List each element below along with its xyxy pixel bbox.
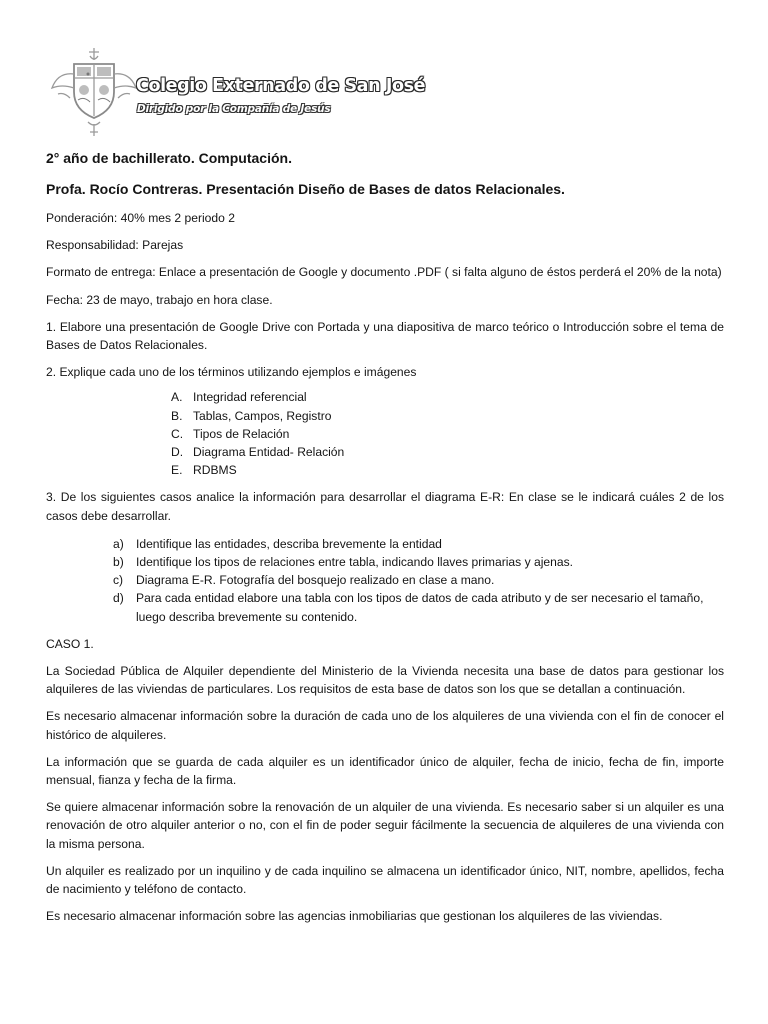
list-marker: b) (113, 555, 124, 570)
case-label: CASO 1. (46, 636, 94, 651)
list-marker: c) (113, 573, 124, 588)
list-marker: B. (171, 408, 183, 423)
list-marker: A. (171, 390, 183, 405)
instruction-1: 1. Elabore una presentación de Google Drive con Portada y una diapositiva de marco teórico o Introducción sobre el tema de Bases de Datos Relacionales. (46, 319, 724, 353)
list-item (113, 535, 724, 553)
case-paragraph: Es necesario almacenar información sobre la duración de cada uno de los alquileres de una vivienda con el fin de conocer el histórico de alquileres. (46, 709, 724, 742)
list-marker: C. (171, 426, 184, 441)
list-item (171, 388, 724, 406)
case-paragraph: La Sociedad Pública de Alquiler dependiente del Ministerio de la Vivienda necesita una base de datos para gestionar los alquileres de las viviendas de particulares. Los requisitos de esta base de datos son los que se detallan a continuación. (46, 664, 724, 697)
list-item-text: Diagrama E-R. Fotografía del bosquejo realizado en clase a mano. (136, 573, 495, 588)
school-crest-logo (44, 44, 144, 140)
terms-list (46, 388, 724, 479)
list-item-text: Diagrama Entidad- Relación (193, 445, 345, 460)
list-item-text: Identifique las entidades, describa brevemente la entidad (136, 536, 442, 551)
list-item (171, 407, 724, 425)
list-item (171, 461, 724, 479)
assignment-title: Profa. Rocío Contreras. Presentación Diseño de Bases de datos Relacionales. (46, 181, 565, 197)
responsabilidad-line: Responsabilidad: Parejas (46, 238, 184, 253)
list-item-text: Identifique los tipos de relaciones entre tabla, indicando llaves primarias y ajenas. (136, 555, 573, 570)
list-item (171, 425, 724, 443)
case-paragraph: Es necesario almacenar información sobre las agencias inmobiliarias que gestionan los alquileres de las viviendas. (46, 909, 663, 924)
steps-list (46, 535, 724, 626)
list-item (113, 589, 724, 625)
list-marker: a) (113, 536, 124, 551)
list-item-text: Tablas, Campos, Registro (193, 408, 332, 423)
list-marker: D. (171, 445, 184, 460)
list-item (113, 571, 724, 589)
list-marker: E. (171, 463, 183, 478)
list-marker: d) (113, 591, 124, 606)
instruction-3: 3. De los siguientes casos analice la información para desarrollar el diagrama E-R: En clase se le indicará cuáles 2 de los casos debe desarrollar. (46, 490, 724, 523)
case-paragraph: La información que se guarda de cada alquiler es un identificador único de alquiler, fecha de inicio, fecha de fin, importe mensual, fianza y fecha de la firma. (46, 754, 724, 788)
instruction-2: 2. Explique cada uno de los términos utilizando ejemplos e imágenes (46, 365, 417, 380)
list-item-text: RDBMS (193, 463, 237, 478)
list-item-text: Integridad referencial (193, 390, 307, 405)
fecha-line: Fecha: 23 de mayo, trabajo en hora clase. (46, 292, 273, 307)
document-body (46, 148, 724, 926)
list-item-text: Para cada entidad elabore una tabla con los tipos de datos de cada atributo y de ser necesario el tamaño, luego describa brevemente su contenido. (136, 591, 704, 624)
list-item (171, 443, 724, 461)
case-paragraph: Un alquiler es realizado por un inquilino y de cada inquilino se almacena un identificador único, NIT, nombre, apellidos, fecha de nacimiento y teléfono de contacto. (46, 863, 724, 897)
ponderacion-line: Ponderación: 40% mes 2 periodo 2 (46, 211, 235, 225)
school-subtitle: Dirigido por la Compañía de Jesús (137, 103, 331, 115)
list-item (113, 553, 724, 571)
school-name: Colegio Externado de San José (136, 76, 426, 96)
list-item-text: Tipos de Relación (193, 426, 290, 441)
formato-line: Formato de entrega: Enlace a presentación de Google y documento .PDF ( si falta alguno de éstos perderá el 20% de la nota) (46, 265, 722, 280)
course-title: 2° año de bachillerato. Computación. (46, 150, 292, 166)
case-paragraph: Se quiere almacenar información sobre la renovación de un alquiler de una vivienda. Es necesario saber si un alquiler es una renovación de otro alquiler anterior o no, con el fin de poder seguir fácilmente la secuencia de alquileres de una vivienda con la misma persona. (46, 800, 724, 851)
